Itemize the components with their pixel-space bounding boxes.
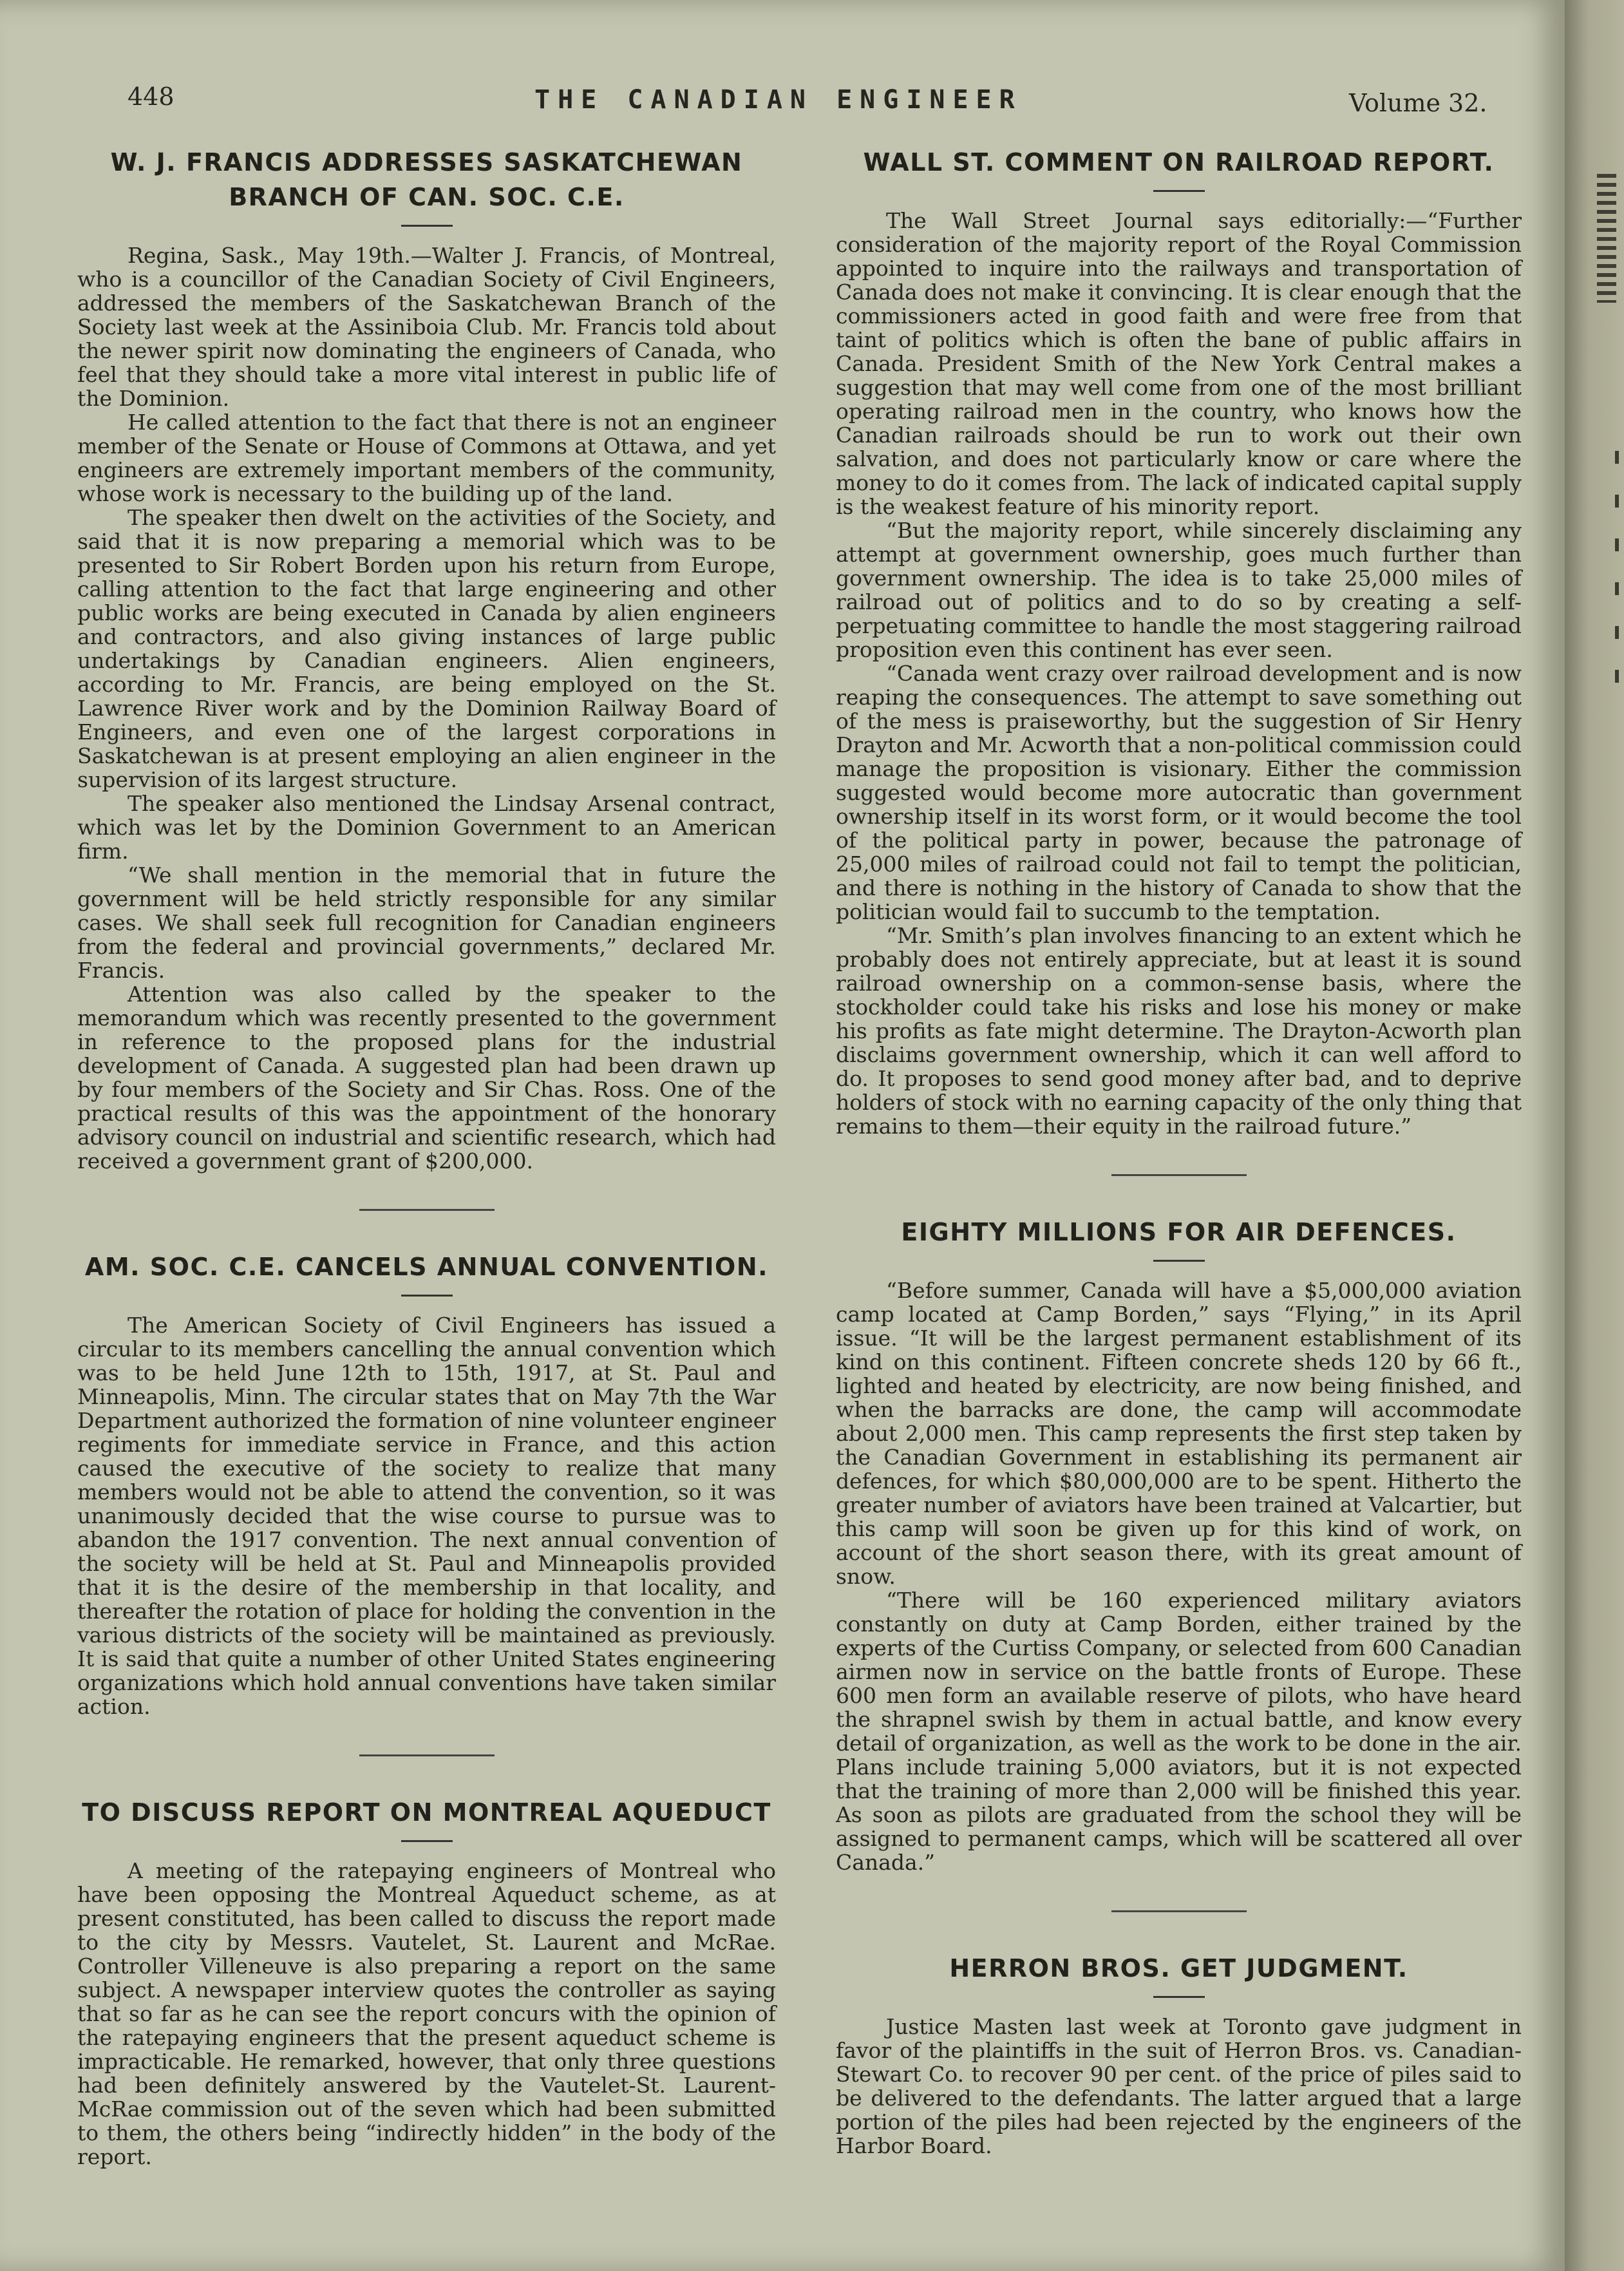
article-headline: WALL ST. COMMENT ON RAILROAD REPORT. bbox=[863, 148, 1495, 176]
article-headline: HERRON BROS. GET JUDGMENT. bbox=[949, 1954, 1408, 1982]
left-column bbox=[77, 145, 776, 2169]
article-air-defences bbox=[836, 1215, 1522, 1874]
article-paragraph: “But the majority report, while sincerely disclaiming any attempt at government ownership, goes much further than government ownership. The idea is to take 25,000 miles of railroad out of politics and to do so by creating a self-perpetuating committee to handle the most staggering railroad proposition even this continent has ever seen. bbox=[836, 518, 1522, 662]
headline-rule bbox=[1153, 1260, 1205, 1262]
article-francis-addresses bbox=[77, 145, 776, 1173]
article-headline: W. J. FRANCIS ADDRESSES SASKATCHEWAN BRANCH OF CAN. SOC. C.E. bbox=[110, 148, 743, 211]
article-separator bbox=[359, 1754, 495, 1756]
article-wall-st-comment bbox=[836, 145, 1522, 1138]
article-headline: EIGHTY MILLIONS FOR AIR DEFENCES. bbox=[901, 1218, 1457, 1246]
article-paragraph: A meeting of the ratepaying engineers of Montreal who have been opposing the Montreal Aqueduct scheme, as at present constituted, has been called to discuss the report made to the city by Messrs. Vautelet, St. Laurent and McRae. Controller Villeneuve is also preparing a report on the same subject. A newspaper interview quotes the controller as saying that so far as he can see the report concurs with the opinion of the ratepaying engineers that the present aqueduct scheme is impracticable. He remarked, however, that only three questions had been definitely answered by the Vautelet-St. Laurent-McRae commission out of the seven which had been submitted to them, the others being “indirectly hidden” in the body of the report. bbox=[77, 1858, 776, 2169]
article-paragraph: The speaker then dwelt on the activities of the Society, and said that it is now preparing a memorial which was to be presented to Sir Robert Borden upon his return from Europe, calling attention to the fact that large engineering and other public works are being executed in Canada by alien engineers and contractors, and also giving instances of large public undertakings by Canadian engineers. Alien engineers, according to Mr. Francis, are being employed on the St. Lawrence River work and by the Dominion Railway Board of Engineers, and even one of the largest corporations in Saskatchewan is at present employing an alien engineer in the supervision of its largest structure. bbox=[77, 505, 776, 792]
binding-stitching bbox=[1597, 174, 1616, 303]
headline-rule bbox=[401, 225, 453, 227]
page-header bbox=[0, 82, 1565, 128]
article-paragraph: “We shall mention in the memorial that in future the government will be held strictly responsible for any similar cases. We shall seek full recognition for Canadian engineers from the federal and provincial governments,” declared Mr. Francis. bbox=[77, 862, 776, 983]
article-separator bbox=[359, 1209, 495, 1211]
article-headline: AM. SOC. C.E. CANCELS ANNUAL CONVENTION. bbox=[84, 1253, 769, 1281]
binding-edge bbox=[1565, 0, 1624, 2271]
article-paragraph: Justice Masten last week at Toronto gave judgment in favor of the plaintiffs in the suit of Herron Bros. vs. Canadian-Stewart Co. to recover 90 per cent. of the price of piles said to be delivered to the defendants. The latter argued that a large portion of the piles had been rejected by the engineers of the Harbor Board. bbox=[836, 2014, 1522, 2158]
journal-title: THE CANADIAN ENGINEER bbox=[534, 85, 1023, 115]
article-paragraph: “Before summer, Canada will have a $5,000,000 aviation camp located at Camp Borden,” says “Flying,” in its April issue. “It will be the largest permanent establishment of its kind on this continent. Fifteen concrete sheds 120 by 66 ft., lighted and heated by electricity, are now being finished, and when the barracks are done, the camp will accommodate about 2,000 men. This camp represents the first step taken by the Canadian Government in establishing its permanent air defences, for which $80,000,000 are to be spent. Hitherto the greater number of aviators have been trained at Valcartier, but this camp will soon be given up for this kind of work, on account of the short season there, with its great amount of snow. bbox=[836, 1278, 1522, 1589]
article-cancels-convention bbox=[77, 1250, 776, 1718]
article-separator bbox=[1111, 1174, 1247, 1176]
right-column bbox=[836, 145, 1522, 2158]
article-headline: TO DISCUSS REPORT ON MONTREAL AQUEDUCT bbox=[82, 1798, 771, 1827]
article-paragraph: He called attention to the fact that there is not an engineer member of the Senate or House of Commons at Ottawa, and yet engineers are extremely important members of the community, whose work is necessary to the building up of the land. bbox=[77, 410, 776, 506]
article-herron-bros bbox=[836, 1951, 1522, 2158]
headline-rule bbox=[1153, 190, 1205, 192]
article-paragraph: “Mr. Smith’s plan involves financing to an extent which he probably does not entirely appreciate, but at least it is sound railroad ownership on a common-sense basis, where the stockholder could take his risks and lose his money or make his profits as fate might determine. The Drayton-Acworth plan disclaims government ownership, which it can well afford to do. It proposes to send good money after bad, and to deprive holders of stock with no earning capacity of the only thing that remains to them—their equity in the railroad future.” bbox=[836, 923, 1522, 1139]
binding-marks bbox=[1615, 451, 1621, 714]
headline-rule bbox=[1153, 1996, 1205, 1998]
headline-rule bbox=[401, 1295, 453, 1297]
article-paragraph: Regina, Sask., May 19th.—Walter J. Francis, of Montreal, who is a councillor of the Canadian Society of Civil Engineers, addressed the members of the Saskatchewan Branch of the Society last week at the Assiniboia Club. Mr. Francis told about the newer spirit now dominating the engineers of Canada, who feel that they should take a more vital interest in public life of the Dominion. bbox=[77, 243, 776, 411]
article-paragraph: “Canada went crazy over railroad development and is now reaping the consequences. The attempt to save something out of the mess is praiseworthy, but the suggestion of Sir Henry Drayton and Mr. Acworth that a non-political commission could manage the proposition is visionary. Either the commission suggested would become more autocratic than government ownership itself in its worst form, or it would become the tool of the political party in power, because the patronage of 25,000 miles of railroad could not fail to tempt the politician, and there is nothing in the history of Canada to show that the politician would fail to succumb to the temptation. bbox=[836, 661, 1522, 924]
article-paragraph: The American Society of Civil Engineers has issued a circular to its members cancelling the annual convention which was to be held June 12th to 15th, 1917, at St. Paul and Minneapolis, Minn. The circular states that on May 7th the War Department authorized the formation of nine volunteer engineer regiments for immediate service in France, and this action caused the executive of the society to realize that many members would not be able to attend the convention, so it was unanimously decided that the wise course to pursue was to abandon the 1917 convention. The next annual convention of the society will be held at St. Paul and Minneapolis provided that it is the desire of the membership in that locality, and thereafter the rotation of place for holding the convention in the various districts of the society will be maintained as previously. It is said that quite a number of other United States engineering organizations which hold annual conventions have taken similar action. bbox=[77, 1313, 776, 1719]
headline-rule bbox=[401, 1840, 453, 1842]
article-paragraph: “There will be 160 experienced military aviators constantly on duty at Camp Borden, either trained by the experts of the Curtiss Company, or selected from 600 Canadian airmen now in service on the battle fronts of Europe. These 600 men form an available reserve of pilots, who have heard the shrapnel swish by them in actual battle, and know every detail of organization, as well as the work to be done in the air. Plans include training 5,000 aviators, but it is not expected that the training of more than 2,000 will be finished this year. As soon as pilots are graduated from the school they will be assigned to permanent camps, which will be scattered all over Canada.” bbox=[836, 1588, 1522, 1875]
article-paragraph: The speaker also mentioned the Lindsay Arsenal contract, which was let by the Dominion Government to an American firm. bbox=[77, 791, 776, 864]
volume-label: Volume 32. bbox=[1349, 89, 1487, 117]
article-paragraph: Attention was also called by the speaker to the memorandum which was recently presented to the government in reference to the proposed plans for the industrial development of Canada. A suggested plan had been drawn up by four members of the Society and Sir Chas. Ross. One of the practical results of this was the appointment of the honorary advisory council on industrial and scientific research, which had received a government grant of $200,000. bbox=[77, 982, 776, 1174]
article-montreal-aqueduct bbox=[77, 1795, 776, 2169]
article-paragraph: The Wall Street Journal says editorially:—“Further consideration of the majority report of the Royal Commission appointed to inquire into the railways and transportation of Canada does not make it convincing. It is clear enough that the commissioners acted in good faith and were free from that taint of politics which is often the bane of public affairs in Canada. President Smith of the New York Central makes a suggestion that may well come from one of the most brilliant operating railroad men in the country, who knows how the Canadian railroads should be run to work out their own salvation, and does not particularly know or care where the money to do it comes from. The lack of indicated capital supply is the weakest feature of his minority report. bbox=[836, 208, 1522, 519]
article-separator bbox=[1111, 1910, 1247, 1912]
page-number: 448 bbox=[127, 82, 175, 111]
